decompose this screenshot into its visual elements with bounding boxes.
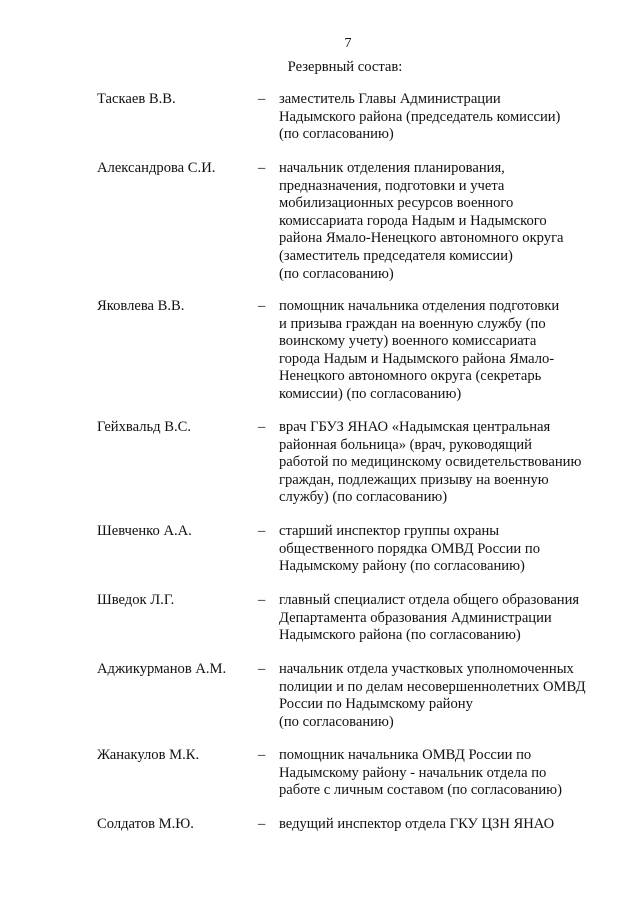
- member-dash: –: [258, 816, 266, 832]
- member-name: Шведок Л.Г.: [97, 592, 175, 608]
- member-role: помощник начальника ОМВД России по Надымскому району - начальник отдела по работе с личным составом (по согласованию): [279, 747, 562, 799]
- member-name: Солдатов М.Ю.: [97, 816, 194, 832]
- member-dash: –: [258, 91, 266, 107]
- member-dash: –: [258, 592, 266, 608]
- member-dash: –: [258, 160, 266, 176]
- member-role: заместитель Главы Администрации Надымского района (председатель комиссии) (по согласованию): [279, 91, 561, 143]
- member-name: Жанакулов М.К.: [97, 747, 200, 763]
- page-number: 7: [344, 36, 352, 51]
- member-role: начальник отделения планирования, предназначения, подготовки и учета мобилизационных ресурсов военного комиссариата города Надым и Надымского района Ямало-Ненецкого автономного округа (заместитель председателя комиссии) (по согласованию): [279, 160, 564, 282]
- member-dash: –: [258, 661, 266, 677]
- member-dash: –: [258, 747, 266, 763]
- member-name: Шевченко А.А.: [97, 523, 192, 539]
- member-role: старший инспектор группы охраны общественного порядка ОМВД России по Надымскому району (по согласованию): [279, 523, 540, 575]
- member-dash: –: [258, 298, 266, 314]
- member-role: главный специалист отдела общего образования Департамента образования Администрации Надымского района (по согласованию): [279, 592, 580, 644]
- member-name: Аджикурманов А.М.: [97, 661, 227, 677]
- member-role: помощник начальника отделения подготовки и призыва граждан на военную службу (по воинскому учету) военного комиссариата города Надым и Надымского района Ямало- Ненецкого автономного округа (секретарь комиссии) (по согласованию): [279, 298, 560, 402]
- member-role: врач ГБУЗ ЯНАО «Надымская центральная районная больница» (врач, руководящий работой по медицинскому освидетельствованию граждан, подлежащих призыву на военную службу) (по согласованию): [279, 419, 582, 506]
- member-dash: –: [258, 419, 266, 435]
- member-name: Александрова С.И.: [97, 160, 216, 176]
- member-dash: –: [258, 523, 266, 539]
- member-role: начальник отдела участковых уполномоченных полиции и по делам несовершеннолетних ОМВД России по Надымскому району (по согласованию): [279, 661, 586, 730]
- member-name: Яковлева В.В.: [97, 298, 185, 314]
- member-name: Таскаев В.В.: [97, 91, 176, 107]
- section-title: Резервный состав:: [287, 59, 403, 75]
- member-name: Гейхвальд В.С.: [97, 419, 191, 435]
- member-role: ведущий инспектор отдела ГКУ ЦЗН ЯНАО: [279, 816, 555, 832]
